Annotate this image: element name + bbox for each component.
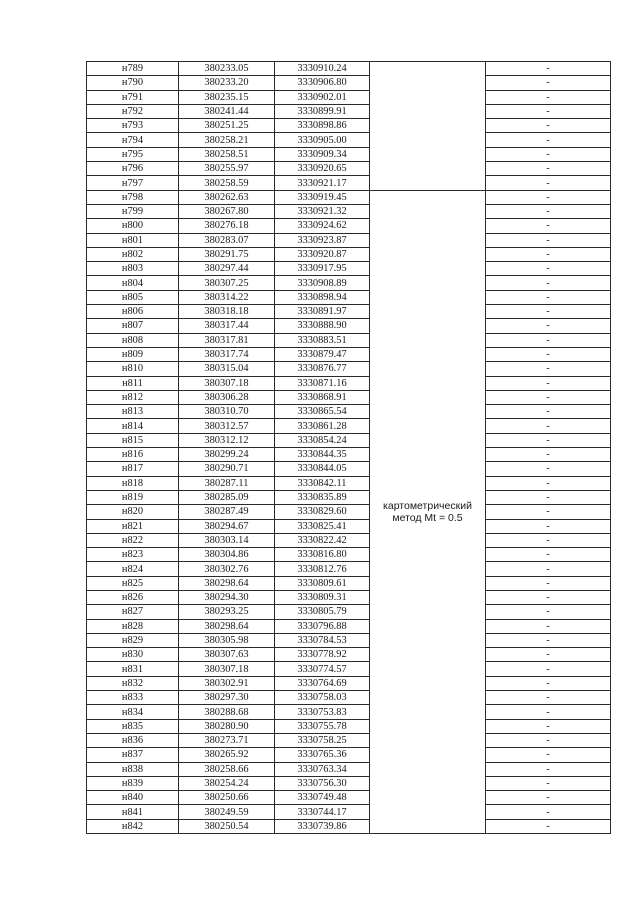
y-coordinate-cell: 3330739.86: [275, 819, 370, 833]
x-coordinate-cell: 380298.64: [179, 576, 275, 590]
y-coordinate-cell: 3330822.42: [275, 533, 370, 547]
description-cell: -: [486, 62, 611, 76]
table-row: [87, 305, 611, 319]
x-coordinate-cell: 380233.05: [179, 62, 275, 76]
description-cell: -: [486, 133, 611, 147]
y-coordinate-cell: 3330921.32: [275, 204, 370, 218]
table-row: [87, 705, 611, 719]
description-cell: -: [486, 276, 611, 290]
point-name-cell: н789: [87, 62, 179, 76]
y-coordinate-cell: 3330871.16: [275, 376, 370, 390]
y-coordinate-cell: 3330865.54: [275, 405, 370, 419]
description-cell: -: [486, 619, 611, 633]
point-name-cell: н805: [87, 290, 179, 304]
table-row: [87, 419, 611, 433]
table-row: [87, 748, 611, 762]
x-coordinate-cell: 380291.75: [179, 247, 275, 261]
point-name-cell: н807: [87, 319, 179, 333]
point-name-cell: н833: [87, 691, 179, 705]
table-row: [87, 691, 611, 705]
point-name-cell: н831: [87, 662, 179, 676]
x-coordinate-cell: 380318.18: [179, 305, 275, 319]
table-row: [87, 104, 611, 118]
y-coordinate-cell: 3330778.92: [275, 648, 370, 662]
description-cell: -: [486, 705, 611, 719]
table-row: [87, 533, 611, 547]
y-coordinate-cell: 3330876.77: [275, 362, 370, 376]
table-row: [87, 405, 611, 419]
x-coordinate-cell: 380317.81: [179, 333, 275, 347]
table-row: [87, 347, 611, 361]
x-coordinate-cell: 380315.04: [179, 362, 275, 376]
y-coordinate-cell: 3330921.17: [275, 176, 370, 190]
table-row: [87, 276, 611, 290]
x-coordinate-cell: 380273.71: [179, 733, 275, 747]
table-row: [87, 619, 611, 633]
description-cell: -: [486, 233, 611, 247]
x-coordinate-cell: 380310.70: [179, 405, 275, 419]
table-row: [87, 376, 611, 390]
y-coordinate-cell: 3330835.89: [275, 490, 370, 504]
point-name-cell: н827: [87, 605, 179, 619]
point-name-cell: н837: [87, 748, 179, 762]
y-coordinate-cell: 3330899.91: [275, 104, 370, 118]
point-name-cell: н791: [87, 90, 179, 104]
y-coordinate-cell: 3330774.57: [275, 662, 370, 676]
point-name-cell: н810: [87, 362, 179, 376]
point-name-cell: н834: [87, 705, 179, 719]
table-row: [87, 576, 611, 590]
table-row: [87, 204, 611, 218]
x-coordinate-cell: 380305.98: [179, 633, 275, 647]
description-cell: -: [486, 490, 611, 504]
point-name-cell: н808: [87, 333, 179, 347]
table-row: [87, 590, 611, 604]
table-row: [87, 333, 611, 347]
description-cell: -: [486, 776, 611, 790]
description-cell: -: [486, 805, 611, 819]
description-cell: -: [486, 505, 611, 519]
table-row: [87, 448, 611, 462]
x-coordinate-cell: 380307.18: [179, 662, 275, 676]
y-coordinate-cell: 3330898.94: [275, 290, 370, 304]
description-cell: -: [486, 590, 611, 604]
description-cell: -: [486, 176, 611, 190]
description-cell: -: [486, 76, 611, 90]
table-row: [87, 519, 611, 533]
description-cell: -: [486, 562, 611, 576]
table-row: [87, 390, 611, 404]
table-row: [87, 605, 611, 619]
point-name-cell: н829: [87, 633, 179, 647]
point-name-cell: н814: [87, 419, 179, 433]
point-name-cell: н793: [87, 119, 179, 133]
y-coordinate-cell: 3330920.87: [275, 247, 370, 261]
y-coordinate-cell: 3330765.36: [275, 748, 370, 762]
point-name-cell: н798: [87, 190, 179, 204]
x-coordinate-cell: 380306.28: [179, 390, 275, 404]
y-coordinate-cell: 3330924.62: [275, 219, 370, 233]
table-row: [87, 562, 611, 576]
table-row: [87, 548, 611, 562]
point-name-cell: н800: [87, 219, 179, 233]
coordinates-table: [86, 61, 611, 834]
table-row: [87, 162, 611, 176]
description-cell: -: [486, 476, 611, 490]
y-coordinate-cell: 3330879.47: [275, 347, 370, 361]
y-coordinate-cell: 3330756.30: [275, 776, 370, 790]
point-name-cell: н832: [87, 676, 179, 690]
method-cell: картометрический метод Mt = 0.5: [370, 190, 486, 833]
description-cell: -: [486, 605, 611, 619]
x-coordinate-cell: 380280.90: [179, 719, 275, 733]
x-coordinate-cell: 380303.14: [179, 533, 275, 547]
x-coordinate-cell: 380314.22: [179, 290, 275, 304]
y-coordinate-cell: 3330749.48: [275, 791, 370, 805]
x-coordinate-cell: 380299.24: [179, 448, 275, 462]
table-row: [87, 433, 611, 447]
table-row: [87, 633, 611, 647]
x-coordinate-cell: 380298.64: [179, 619, 275, 633]
x-coordinate-cell: 380290.71: [179, 462, 275, 476]
description-cell: -: [486, 419, 611, 433]
y-coordinate-cell: 3330812.76: [275, 562, 370, 576]
description-cell: -: [486, 190, 611, 204]
point-name-cell: н795: [87, 147, 179, 161]
x-coordinate-cell: 380265.92: [179, 748, 275, 762]
x-coordinate-cell: 380312.12: [179, 433, 275, 447]
point-name-cell: н804: [87, 276, 179, 290]
point-name-cell: н838: [87, 762, 179, 776]
point-name-cell: н794: [87, 133, 179, 147]
description-cell: -: [486, 347, 611, 361]
y-coordinate-cell: 3330805.79: [275, 605, 370, 619]
x-coordinate-cell: 380287.11: [179, 476, 275, 490]
x-coordinate-cell: 380233.20: [179, 76, 275, 90]
y-coordinate-cell: 3330920.65: [275, 162, 370, 176]
x-coordinate-cell: 380267.80: [179, 204, 275, 218]
description-cell: -: [486, 519, 611, 533]
description-cell: -: [486, 262, 611, 276]
table-row: [87, 719, 611, 733]
y-coordinate-cell: 3330809.61: [275, 576, 370, 590]
y-coordinate-cell: 3330891.97: [275, 305, 370, 319]
point-name-cell: н813: [87, 405, 179, 419]
y-coordinate-cell: 3330861.28: [275, 419, 370, 433]
point-name-cell: н820: [87, 505, 179, 519]
description-cell: -: [486, 362, 611, 376]
x-coordinate-cell: 380293.25: [179, 605, 275, 619]
y-coordinate-cell: 3330917.95: [275, 262, 370, 276]
table-row: [87, 290, 611, 304]
description-cell: -: [486, 548, 611, 562]
description-cell: -: [486, 733, 611, 747]
coordinates-table-body: [87, 62, 611, 834]
y-coordinate-cell: 3330902.01: [275, 90, 370, 104]
table-row: [87, 147, 611, 161]
point-name-cell: н840: [87, 791, 179, 805]
y-coordinate-cell: 3330844.05: [275, 462, 370, 476]
x-coordinate-cell: 380276.18: [179, 219, 275, 233]
point-name-cell: н822: [87, 533, 179, 547]
y-coordinate-cell: 3330909.34: [275, 147, 370, 161]
table-row: [87, 805, 611, 819]
table-row: [87, 462, 611, 476]
x-coordinate-cell: 380249.59: [179, 805, 275, 819]
y-coordinate-cell: 3330906.80: [275, 76, 370, 90]
description-cell: -: [486, 648, 611, 662]
y-coordinate-cell: 3330809.31: [275, 590, 370, 604]
x-coordinate-cell: 380254.24: [179, 776, 275, 790]
description-cell: -: [486, 319, 611, 333]
y-coordinate-cell: 3330758.25: [275, 733, 370, 747]
y-coordinate-cell: 3330763.34: [275, 762, 370, 776]
y-coordinate-cell: 3330764.69: [275, 676, 370, 690]
y-coordinate-cell: 3330908.89: [275, 276, 370, 290]
description-cell: -: [486, 462, 611, 476]
y-coordinate-cell: 3330888.90: [275, 319, 370, 333]
description-cell: -: [486, 791, 611, 805]
description-cell: -: [486, 662, 611, 676]
point-name-cell: н836: [87, 733, 179, 747]
table-row: [87, 476, 611, 490]
x-coordinate-cell: 380262.63: [179, 190, 275, 204]
y-coordinate-cell: 3330844.35: [275, 448, 370, 462]
point-name-cell: н841: [87, 805, 179, 819]
description-cell: -: [486, 633, 611, 647]
y-coordinate-cell: 3330816.80: [275, 548, 370, 562]
y-coordinate-cell: 3330829.60: [275, 505, 370, 519]
point-name-cell: н790: [87, 76, 179, 90]
description-cell: -: [486, 247, 611, 261]
table-row: [87, 76, 611, 90]
table-row: [87, 505, 611, 519]
description-cell: -: [486, 147, 611, 161]
point-name-cell: н823: [87, 548, 179, 562]
description-cell: -: [486, 333, 611, 347]
point-name-cell: н796: [87, 162, 179, 176]
x-coordinate-cell: 380297.44: [179, 262, 275, 276]
x-coordinate-cell: 380255.97: [179, 162, 275, 176]
point-name-cell: н824: [87, 562, 179, 576]
description-cell: -: [486, 219, 611, 233]
table-row: [87, 319, 611, 333]
table-row: [87, 490, 611, 504]
description-cell: -: [486, 533, 611, 547]
table-row: [87, 233, 611, 247]
description-cell: -: [486, 104, 611, 118]
table-row: [87, 662, 611, 676]
x-coordinate-cell: 380251.25: [179, 119, 275, 133]
description-cell: -: [486, 90, 611, 104]
description-cell: -: [486, 819, 611, 833]
method-cell-empty: [370, 62, 486, 191]
y-coordinate-cell: 3330910.24: [275, 62, 370, 76]
x-coordinate-cell: 380307.25: [179, 276, 275, 290]
y-coordinate-cell: 3330744.17: [275, 805, 370, 819]
table-row: [87, 676, 611, 690]
point-name-cell: н812: [87, 390, 179, 404]
table-row: [87, 176, 611, 190]
point-name-cell: н828: [87, 619, 179, 633]
x-coordinate-cell: 380258.51: [179, 147, 275, 161]
point-name-cell: н839: [87, 776, 179, 790]
description-cell: -: [486, 162, 611, 176]
table-row: [87, 262, 611, 276]
description-cell: -: [486, 119, 611, 133]
point-name-cell: н802: [87, 247, 179, 261]
table-row: [87, 362, 611, 376]
point-name-cell: н815: [87, 433, 179, 447]
y-coordinate-cell: 3330905.00: [275, 133, 370, 147]
x-coordinate-cell: 380250.54: [179, 819, 275, 833]
point-name-cell: н799: [87, 204, 179, 218]
x-coordinate-cell: 380302.76: [179, 562, 275, 576]
y-coordinate-cell: 3330868.91: [275, 390, 370, 404]
description-cell: -: [486, 305, 611, 319]
point-name-cell: н816: [87, 448, 179, 462]
x-coordinate-cell: 380317.44: [179, 319, 275, 333]
x-coordinate-cell: 380285.09: [179, 490, 275, 504]
x-coordinate-cell: 380283.07: [179, 233, 275, 247]
description-cell: -: [486, 405, 611, 419]
point-name-cell: н801: [87, 233, 179, 247]
x-coordinate-cell: 380302.91: [179, 676, 275, 690]
point-name-cell: н818: [87, 476, 179, 490]
table-row: [87, 762, 611, 776]
x-coordinate-cell: 380287.49: [179, 505, 275, 519]
x-coordinate-cell: 380317.74: [179, 347, 275, 361]
y-coordinate-cell: 3330923.87: [275, 233, 370, 247]
x-coordinate-cell: 380294.67: [179, 519, 275, 533]
point-name-cell: н835: [87, 719, 179, 733]
x-coordinate-cell: 380258.21: [179, 133, 275, 147]
point-name-cell: н792: [87, 104, 179, 118]
x-coordinate-cell: 380258.59: [179, 176, 275, 190]
point-name-cell: н817: [87, 462, 179, 476]
point-name-cell: н842: [87, 819, 179, 833]
table-row: [87, 733, 611, 747]
x-coordinate-cell: 380307.18: [179, 376, 275, 390]
table-row: [87, 190, 611, 204]
point-name-cell: н811: [87, 376, 179, 390]
description-cell: -: [486, 576, 611, 590]
table-row: [87, 90, 611, 104]
y-coordinate-cell: 3330854.24: [275, 433, 370, 447]
x-coordinate-cell: 380304.86: [179, 548, 275, 562]
x-coordinate-cell: 380258.66: [179, 762, 275, 776]
x-coordinate-cell: 380288.68: [179, 705, 275, 719]
table-row: [87, 133, 611, 147]
point-name-cell: н819: [87, 490, 179, 504]
x-coordinate-cell: 380312.57: [179, 419, 275, 433]
x-coordinate-cell: 380297.30: [179, 691, 275, 705]
point-name-cell: н809: [87, 347, 179, 361]
description-cell: -: [486, 376, 611, 390]
table-row: [87, 219, 611, 233]
point-name-cell: н821: [87, 519, 179, 533]
description-cell: -: [486, 433, 611, 447]
table-row: [87, 247, 611, 261]
y-coordinate-cell: 3330753.83: [275, 705, 370, 719]
description-cell: -: [486, 290, 611, 304]
table-row: [87, 776, 611, 790]
x-coordinate-cell: 380294.30: [179, 590, 275, 604]
y-coordinate-cell: 3330825.41: [275, 519, 370, 533]
x-coordinate-cell: 380307.63: [179, 648, 275, 662]
y-coordinate-cell: 3330898.86: [275, 119, 370, 133]
y-coordinate-cell: 3330919.45: [275, 190, 370, 204]
table-row: [87, 119, 611, 133]
x-coordinate-cell: 380235.15: [179, 90, 275, 104]
x-coordinate-cell: 380250.66: [179, 791, 275, 805]
y-coordinate-cell: 3330796.88: [275, 619, 370, 633]
point-name-cell: н806: [87, 305, 179, 319]
description-cell: -: [486, 762, 611, 776]
description-cell: -: [486, 719, 611, 733]
table-row: [87, 648, 611, 662]
y-coordinate-cell: 3330883.51: [275, 333, 370, 347]
description-cell: -: [486, 691, 611, 705]
point-name-cell: н803: [87, 262, 179, 276]
point-name-cell: н830: [87, 648, 179, 662]
table-row: [87, 62, 611, 76]
description-cell: -: [486, 390, 611, 404]
description-cell: -: [486, 676, 611, 690]
description-cell: -: [486, 748, 611, 762]
y-coordinate-cell: 3330755.78: [275, 719, 370, 733]
y-coordinate-cell: 3330784.53: [275, 633, 370, 647]
table-row: [87, 791, 611, 805]
x-coordinate-cell: 380241.44: [179, 104, 275, 118]
point-name-cell: н826: [87, 590, 179, 604]
y-coordinate-cell: 3330842.11: [275, 476, 370, 490]
description-cell: -: [486, 448, 611, 462]
table-row: [87, 819, 611, 833]
description-cell: -: [486, 204, 611, 218]
point-name-cell: н825: [87, 576, 179, 590]
y-coordinate-cell: 3330758.03: [275, 691, 370, 705]
point-name-cell: н797: [87, 176, 179, 190]
